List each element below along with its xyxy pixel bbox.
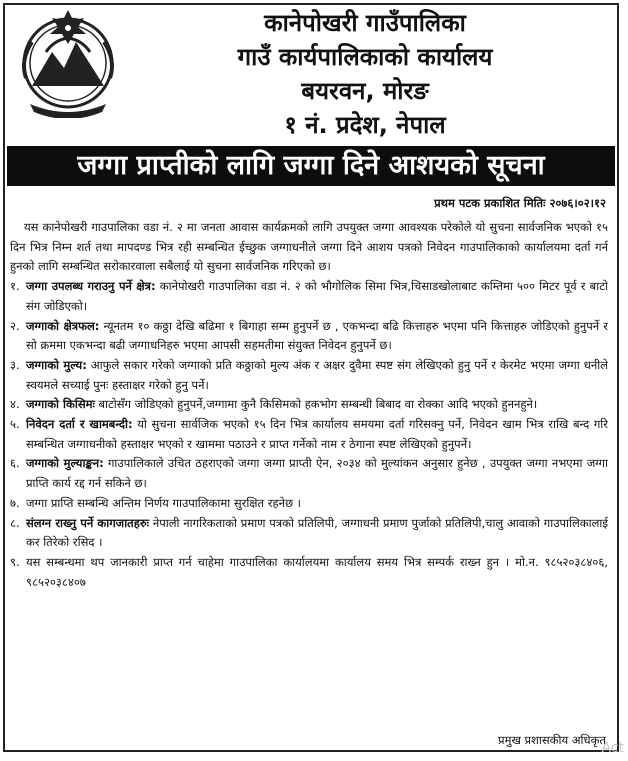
condition-item xyxy=(10,277,608,316)
condition-text: कानेपोखरी गाउपालिका वडा नं. २ को भौगोलिक सिमा भित्र,चिसाडखोलाबाट कम्तिमा ५०० मिटर पूर्व र बाटो संग जोडिएको। xyxy=(26,279,609,313)
condition-list xyxy=(10,277,608,592)
condition-title: जग्गा उपलब्ध गराउनु पर्ने क्षेत्र: xyxy=(26,279,156,294)
province-line: १ नं. प्रदेश, नेपाल xyxy=(284,111,446,139)
condition-item xyxy=(10,395,608,415)
condition-item xyxy=(10,454,608,493)
condition-text: यस सम्बन्धमा थप जानकारी प्राप्त गर्न चाहेमा गाउपालिका कार्यालयमा कार्यालय समय भित्र सम्पर्क राख्न हुन । मो.न. ९८५२०३८४०६, ९८५२०३८४०७ xyxy=(26,554,608,589)
condition-number: ५. xyxy=(10,417,20,432)
condition-title: जग्गाको किसिमः xyxy=(26,397,95,412)
condition-item xyxy=(10,317,608,356)
condition-title: जग्गाको मुल्याङ्कन: xyxy=(26,456,104,471)
condition-item xyxy=(10,415,608,454)
condition-number: ७. xyxy=(10,495,20,510)
condition-number: ८. xyxy=(10,515,20,530)
condition-item xyxy=(10,356,608,395)
condition-text: जग्गा प्राप्ति सम्बन्धि अन्तिम निर्णय गाउपालिकामा सुरक्षित रहनेछ । xyxy=(26,495,302,510)
condition-number: ९. xyxy=(10,554,20,569)
condition-title: जग्गाको क्षेत्रफल: xyxy=(26,318,100,333)
condition-title: संलग्न राख्नु पर्ने कागजातहरुः xyxy=(26,515,150,530)
condition-number: ३. xyxy=(10,357,20,372)
condition-text: नेपाली नागरिकताको प्रमाण पत्रको प्रतिलिपी, जग्गाधनी प्रमाण पुर्जाको प्रतिलिपी,चालु आवाको गाउपालिकालाई कर तिरेको रसिद । xyxy=(26,515,609,550)
office-location: बयरवन, मोरङ xyxy=(301,77,429,105)
nepal-emblem-icon xyxy=(16,8,120,118)
condition-text: आफुले सकार गरेको जग्गाको प्रति कठ्ठाको मुल्य अंक र अक्षर दुवैमा स्पष्ट संग लेखिएको हुनु पर्ने र केरमेट भएमा जग्गा धनीले स्वयमले सच्याई पुनः हस्ताक्षर गरेको हुनु पर्ने। xyxy=(26,357,608,392)
condition-text: यो सुचना सार्वजिक भएको १५ दिन भित्र कार्यालय समयमा दर्ता गरिसक्नु पर्ने, निवेदन खाम भित्र राखि बन्द गरि सम्बन्धित जग्गाधनीको हस्ताक्षर भएको र खाममा पठाउने र प्राप्त गर्नेको नाम र ठेगाना स्पष्ट लेखिएको हुनुपर्ने। xyxy=(26,417,608,451)
signatory-title: प्रमुख प्रशासकीय अधिकृत xyxy=(498,733,606,747)
condition-text: गाउपालिकाले उचित ठहराएको जग्गा जग्गा प्राप्ती ऐन, २०३४ को मुल्यांकन अनुसार हुनेछ , उपयुक्त जग्गा नभएमा जग्गा प्राप्ति कार्य रद्द गर्न सकिने छ। xyxy=(26,456,608,491)
condition-number: ४. xyxy=(10,397,20,412)
municipality-name: कानेपोखरी गाउँपालिका xyxy=(264,9,466,37)
condition-item xyxy=(10,494,608,514)
office-name: गाउँ कार्यपालिकाको कार्यालय xyxy=(237,43,493,71)
publish-date: प्रथम पटक प्रकाशित मितिः २०७६।०२।१२ xyxy=(434,196,606,210)
watermark-text: Act xyxy=(601,740,624,756)
condition-number: २. xyxy=(10,318,20,333)
condition-text: न्यूनतम १० कठ्ठा देखि बढिमा १ बिगाहा सम्म हुनुपर्ने छ , एकभन्दा बढि कित्ताहरु भएमा पनि कित्ताहरु जोडिएको हुनुपर्ने र सो क्रममा एकभन्दा बढी जग्गाधनिहरु भएमा आपसी सहमतीमा संयुक्त निवेदन हुनुपर्ने छ। xyxy=(26,318,608,353)
intro-paragraph: यस कानेपोखरी गाउपालिका वडा नं. २ मा जनता आवास कार्यक्रमको लागि उपयुक्त जग्गा आवश्यक परेकोले यो सुचना सार्वजनिक भएको १५ दिन भित्र निम्न शर्त तथा मापदण्ड भित्र रही सम्बन्धित ईच्छुक जग्गाधनीले जग्गा दिने आशय पत्रको निवेदन गाउपालिकाको कार्यालयमा दर्ता गर्न हुनको लागि सम्बन्धित सरोकारवाला सबैलाई यो सुचना सार्वजनिक गरिएको छ। xyxy=(10,220,608,274)
office-header xyxy=(130,6,600,142)
condition-text: बाटोसँग जोडिएको हुनुपर्ने,जग्गामा कुनै किसिमको हकभोग सम्बन्धी बिबाद वा रोक्का आदि भएको हुननहुने। xyxy=(94,397,538,412)
notice-title: जग्गा प्राप्तीको लागि जग्गा दिने आशयको सूचना xyxy=(7,146,615,186)
condition-item xyxy=(10,514,608,553)
condition-number: १. xyxy=(10,279,20,294)
condition-item xyxy=(10,553,608,592)
condition-title: निवेदन दर्ता र खामबन्दी: xyxy=(26,417,133,432)
condition-number: ६. xyxy=(10,456,20,471)
condition-title: जग्गाको मुल्य: xyxy=(26,357,87,372)
notice-body xyxy=(10,218,608,592)
